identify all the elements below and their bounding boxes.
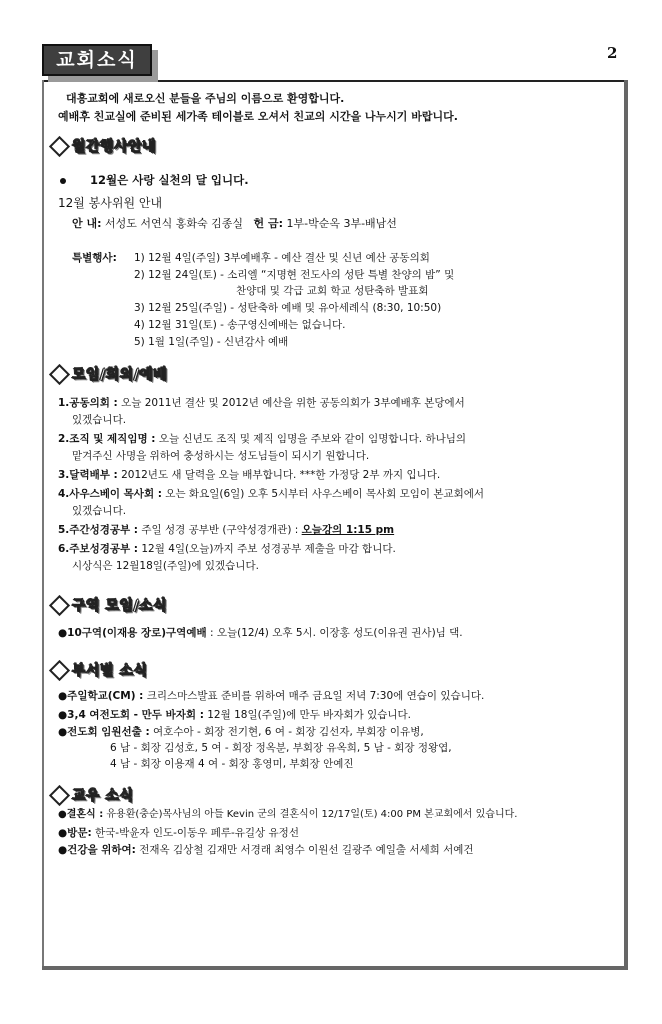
item-label: 10구역(이재용 장로)구역예배 bbox=[67, 627, 207, 639]
meeting-item-2-cont: 맡겨주신 사명을 위하여 충성하시는 성도님들이 되시기 원합니다. bbox=[72, 450, 370, 462]
item-label: 결혼식 : bbox=[66, 809, 104, 820]
guide-label: 안 내: bbox=[72, 217, 102, 230]
lecture-time: 오늘강의 1:15 pm bbox=[301, 524, 395, 536]
bullet-icon bbox=[60, 178, 66, 184]
meeting-item-6 bbox=[58, 542, 396, 556]
diamond-icon bbox=[49, 785, 70, 806]
item-label: 3.달력배부 : bbox=[58, 469, 118, 481]
diamond-icon bbox=[49, 364, 70, 385]
page-title: 교회소식 bbox=[56, 49, 138, 71]
visit-item: ●방문: 한국-박윤자 인도-이동우 페루-유길상 유정선 bbox=[58, 827, 299, 839]
section-heading: 부서별 소식 bbox=[72, 663, 148, 679]
welcome-line: 대흥교회에 새로오신 분들을 주님의 이름으로 환영합니다. bbox=[66, 92, 345, 105]
health-item: ●건강을 위하여: 전재옥 김상철 김재만 서경래 최영수 이원선 길광주 예일출 서세희 서예건 bbox=[58, 844, 474, 856]
special-event-4: 4) 12월 31일(토) - 송구영신예배는 없습니다. bbox=[134, 319, 346, 331]
item-text: 12월 18일(주일)에 만두 바자회가 있습니다. bbox=[207, 709, 411, 721]
meeting-item-3 bbox=[58, 468, 440, 482]
section-heading: 교우 소식 bbox=[72, 788, 134, 804]
women-bazaar-item: ●3,4 여전도회 - 만두 바자회 : 12월 18일(주일)에 만두 바자회가 있습니다. bbox=[58, 709, 411, 721]
item-text: 크리스마스발표 준비를 위하여 매주 금요일 저녁 7:30에 연습이 있습니다. bbox=[146, 690, 485, 702]
month-theme: 12월은 사랑 실천의 달 입니다. bbox=[90, 173, 249, 187]
meeting-item-1 bbox=[58, 396, 465, 410]
item-text: 12월 4일(오늘)까지 주보 성경공부 제출을 마감 합니다. bbox=[141, 543, 396, 555]
item-label: 2.조직 및 제직임명 : bbox=[58, 433, 156, 445]
guide-row bbox=[72, 217, 397, 231]
special-event-2: 2) 12월 24일(토) - 소리엘 “지명현 전도사의 성탄 특별 찬양의 밤” 및 bbox=[134, 269, 455, 281]
special-event-1: 1) 12월 4일(주일) 3부예배후 - 예산 결산 및 신년 예산 공동의회 bbox=[134, 252, 430, 264]
meeting-item-5 bbox=[58, 523, 394, 537]
item-label: 전도회 임원선출 : bbox=[67, 726, 150, 738]
meeting-item-1-cont: 있겠습니다. bbox=[72, 414, 127, 426]
page-number: 2 bbox=[607, 44, 618, 62]
offering-label: 헌 금: bbox=[253, 217, 283, 230]
top-rule bbox=[42, 80, 626, 82]
item-label: 3,4 여전도회 - 만두 바자회 : bbox=[67, 709, 204, 721]
item-label: 주일학교(CM) : bbox=[67, 690, 144, 702]
offering-value: 1부-박순옥 3부-배남선 bbox=[286, 217, 397, 230]
diamond-icon bbox=[49, 660, 70, 681]
left-rule bbox=[42, 80, 44, 968]
meeting-item-2 bbox=[58, 432, 466, 446]
page-title-box bbox=[42, 44, 152, 76]
item-text: 여호수아 - 회장 전기현, 6 여 - 회장 김선자, 부회장 이유병, bbox=[153, 726, 424, 738]
item-text: 2012년도 새 달력을 오늘 배부합니다. ***한 가정당 2부 까지 입니다. bbox=[121, 469, 441, 481]
diamond-icon bbox=[49, 595, 70, 616]
wedding-item: ●결혼식 : 유용환(충순)목사님의 아들 Kevin 군의 결혼식이 12/17일(토) 4:00 PM 본교회에서 있습니다. bbox=[58, 809, 518, 820]
section-heading: 구역 모임/소식 bbox=[72, 598, 168, 614]
sunday-school-item: ●주일학교(CM) : 크리스마스발표 준비를 위하여 매주 금요일 저녁 7:30에 연습이 있습니다. bbox=[58, 690, 485, 702]
item-text: : 오늘(12/4) 오후 5시. 이장홍 성도(이유권 권사)님 댁. bbox=[209, 627, 463, 639]
item-label: 5.주간성경공부 : bbox=[58, 524, 139, 536]
item-text: 오늘 2011년 결산 및 2012년 예산을 위한 공동의회가 3부예배후 본당에서 bbox=[121, 397, 465, 409]
guide-value: 서성도 서연식 홍화숙 김종실 bbox=[104, 217, 243, 230]
item-label: 6.주보성경공부 : bbox=[58, 543, 139, 555]
election-line-2: 6 남 - 회장 김성호, 5 여 - 회장 정옥분, 부회장 유옥희, 5 남 - 회장 정왕엽, bbox=[110, 742, 452, 754]
bottom-shadow-rule bbox=[42, 966, 628, 970]
special-event-2-cont: 찬양대 및 각급 교회 학교 성탄축하 발표회 bbox=[236, 285, 429, 297]
meeting-item-4 bbox=[58, 487, 484, 501]
section-heading: 월간행사안내 bbox=[72, 139, 157, 155]
item-text: 오늘 신년도 조직 및 제직 임명을 주보와 같이 임명합니다. 하나님의 bbox=[158, 433, 467, 445]
item-text: 한국-박윤자 인도-이동우 페루-유길상 유정선 bbox=[95, 827, 299, 839]
item-label: 방문: bbox=[67, 827, 92, 839]
right-shadow-rule bbox=[624, 80, 628, 968]
committee-title: 12월 봉사위원 안내 bbox=[58, 196, 163, 210]
special-event-5: 5) 1월 1일(주일) - 신년감사 예배 bbox=[134, 336, 289, 348]
fellowship-line: 예배후 친교실에 준비된 세가족 테이블로 오셔서 친교의 시간을 나누시기 바랍니다. bbox=[58, 110, 458, 123]
election-line-3: 4 남 - 회장 이용재 4 여 - 회장 홍영미, 부회장 안예진 bbox=[110, 758, 354, 770]
item-text: 오는 화요일(6일) 오후 5시부터 사우스베이 목사회 모임이 본교회에서 bbox=[165, 488, 485, 500]
item-label: 4.사우스베이 목사회 : bbox=[58, 488, 162, 500]
special-event-3: 3) 12월 25일(주일) - 성탄축하 예배 및 유아세례식 (8:30, 10:50) bbox=[134, 302, 442, 314]
section-heading: 모임/회의/예배 bbox=[72, 367, 168, 383]
election-item: ●전도회 임원선출 : 여호수아 - 회장 전기현, 6 여 - 회장 김선자, 부회장 이유병, bbox=[58, 726, 424, 738]
diamond-icon bbox=[49, 136, 70, 157]
item-text: 유용환(충순)목사님의 아들 Kevin 군의 결혼식이 12/17일(토) 4:00 PM 본교회에서 있습니다. bbox=[106, 809, 518, 820]
meeting-item-4-cont: 있겠습니다. bbox=[72, 505, 127, 517]
special-events-label: 특별행사: bbox=[72, 252, 117, 264]
item-text: 전재옥 김상철 김재만 서경래 최영수 이원선 길광주 예일출 서세희 서예건 bbox=[139, 844, 474, 856]
item-text: 주일 성경 공부반 (구약성경개관) : bbox=[141, 524, 299, 536]
item-label: 1.공동의회 : bbox=[58, 397, 118, 409]
item-label: 건강을 위하여: bbox=[67, 844, 136, 856]
district-item: ●10구역(이재용 장로)구역예배 : 오늘(12/4) 오후 5시. 이장홍 성도(이유권 권사)님 댁. bbox=[58, 627, 463, 639]
meeting-item-6-cont: 시상식은 12월18일(주일)에 있겠습니다. bbox=[72, 560, 259, 572]
